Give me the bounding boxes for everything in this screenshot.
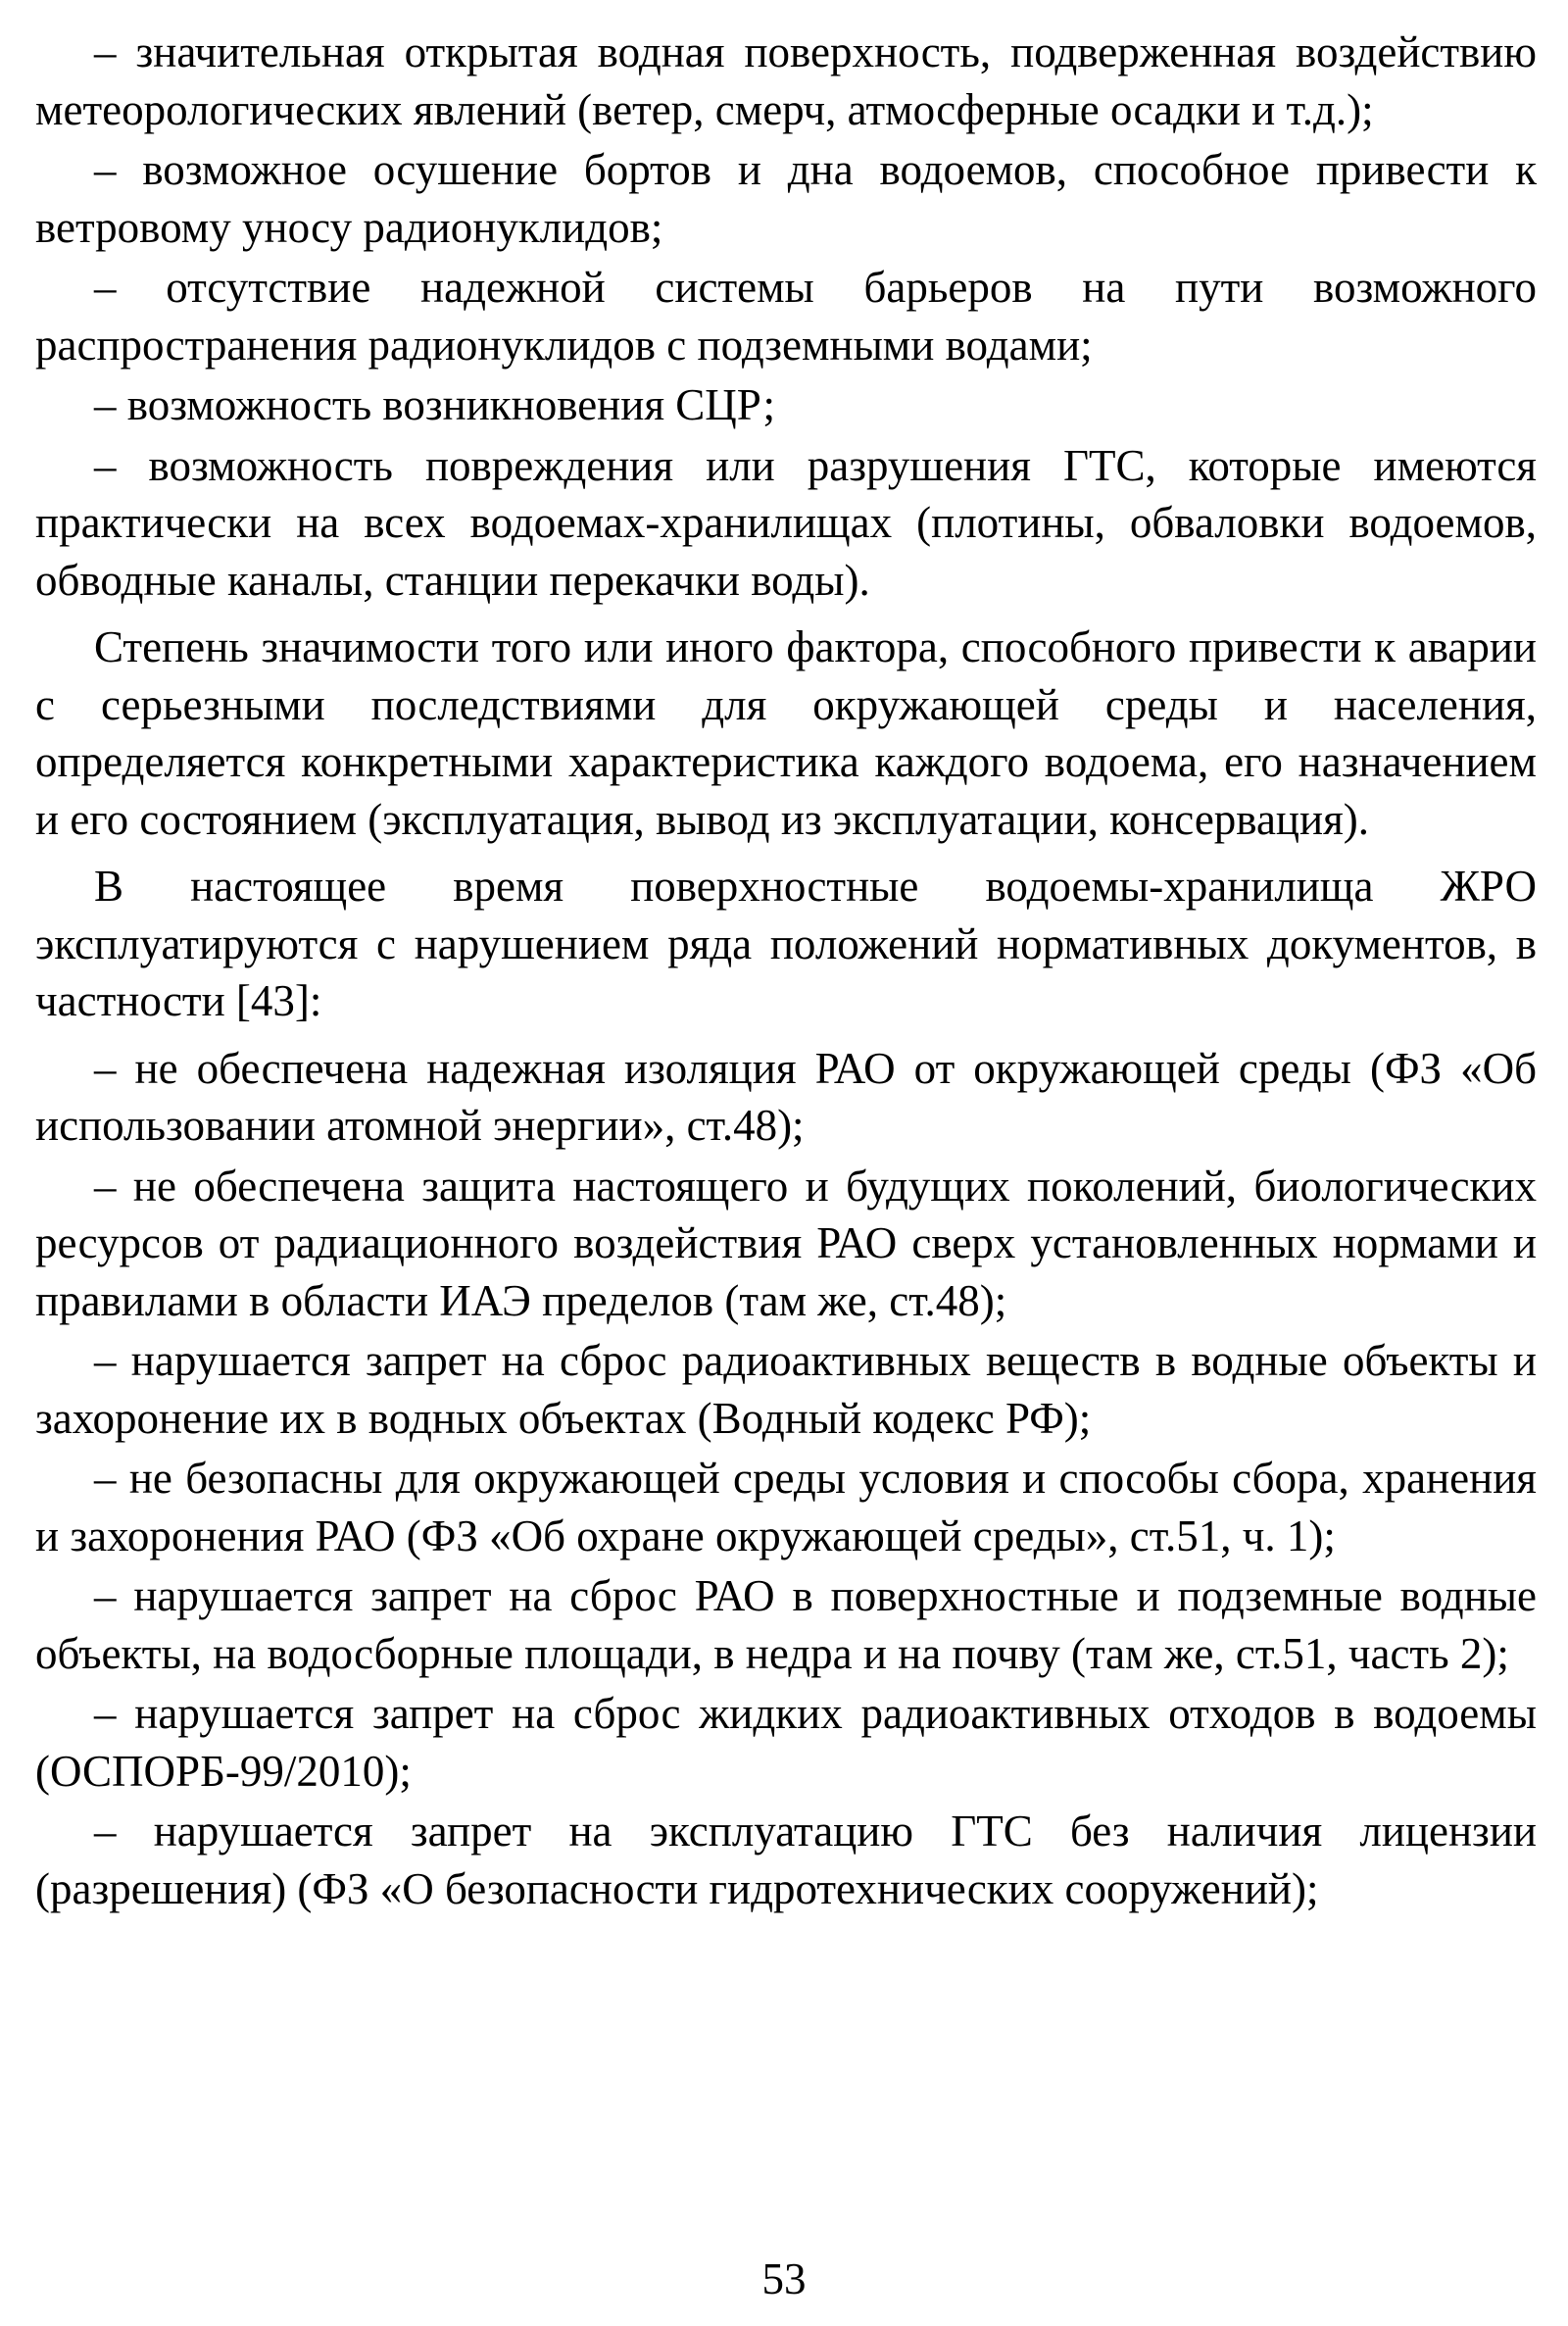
list-item: – возможность возникновения СЦР; xyxy=(94,380,775,429)
list-item: – возможность повреждения или разрушения ГТС, которые имеются практически на всех водоемах-хранилищах (плотины, обваловки водоемов, обводные каналы, станции перекачки воды). xyxy=(35,440,1537,605)
body-paragraph: Степень значимости того или иного фактора, способного привести к аварии с серьезными последствиями для окружающей среды и населения, определяется конкретными характеристика каждого водоема, его назначением и его состоянием (эксплуатация, вывод из эксплуатации, консервация). xyxy=(35,622,1537,844)
list-item: – отсутствие надежной системы барьеров на пути возможного распространения радионуклидов с подземными водами; xyxy=(35,263,1537,370)
list-item: – нарушается запрет на сброс радиоактивных веществ в водные объекты и захоронение их в водных объектах (Водный кодекс РФ); xyxy=(35,1336,1537,1443)
list-item: – не обеспечена защита настоящего и будущих поколений, биологических ресурсов от радиационного воздействия РАО сверх установленных нормами и правилами в области ИАЭ пределов (там же, ст.48); xyxy=(35,1161,1537,1325)
document-page xyxy=(35,24,1537,1920)
list-item: – значительная открытая водная поверхность, подверженная воздействию метеорологических явлений (ветер, смерч, атмосферные осадки и т.д.); xyxy=(35,27,1537,134)
list-item: – нарушается запрет на эксплуатацию ГТС без наличия лицензии (разрешения) (ФЗ «О безопасности гидротехнических сооружений); xyxy=(35,1806,1537,1913)
list-item: – не безопасны для окружающей среды условия и способы сбора, хранения и захоронения РАО (ФЗ «Об охране окружающей среды», ст.51, ч. 1); xyxy=(35,1454,1537,1560)
list-item: – нарушается запрет на сброс жидких радиоактивных отходов в водоемы (ОСПОРБ-99/2010); xyxy=(35,1689,1537,1796)
body-paragraph: В настоящее время поверхностные водоемы-хранилища ЖРО эксплуатируются с нарушением ряда положений нормативных документов, в частности [43]: xyxy=(35,862,1537,1025)
list-item: – не обеспечена надежная изоляция РАО от окружающей среды (ФЗ «Об использовании атомной энергии», ст.48); xyxy=(35,1043,1537,1150)
list-item: – нарушается запрет на сброс РАО в поверхностные и подземные водные объекты, на водосборные площади, в недра и на почву (там же, ст.51, часть 2); xyxy=(35,1571,1537,1678)
list-item: – возможное осушение бортов и дна водоемов, способное привести к ветровому уносу радионуклидов; xyxy=(35,145,1537,252)
page-number: 53 xyxy=(761,2254,807,2303)
